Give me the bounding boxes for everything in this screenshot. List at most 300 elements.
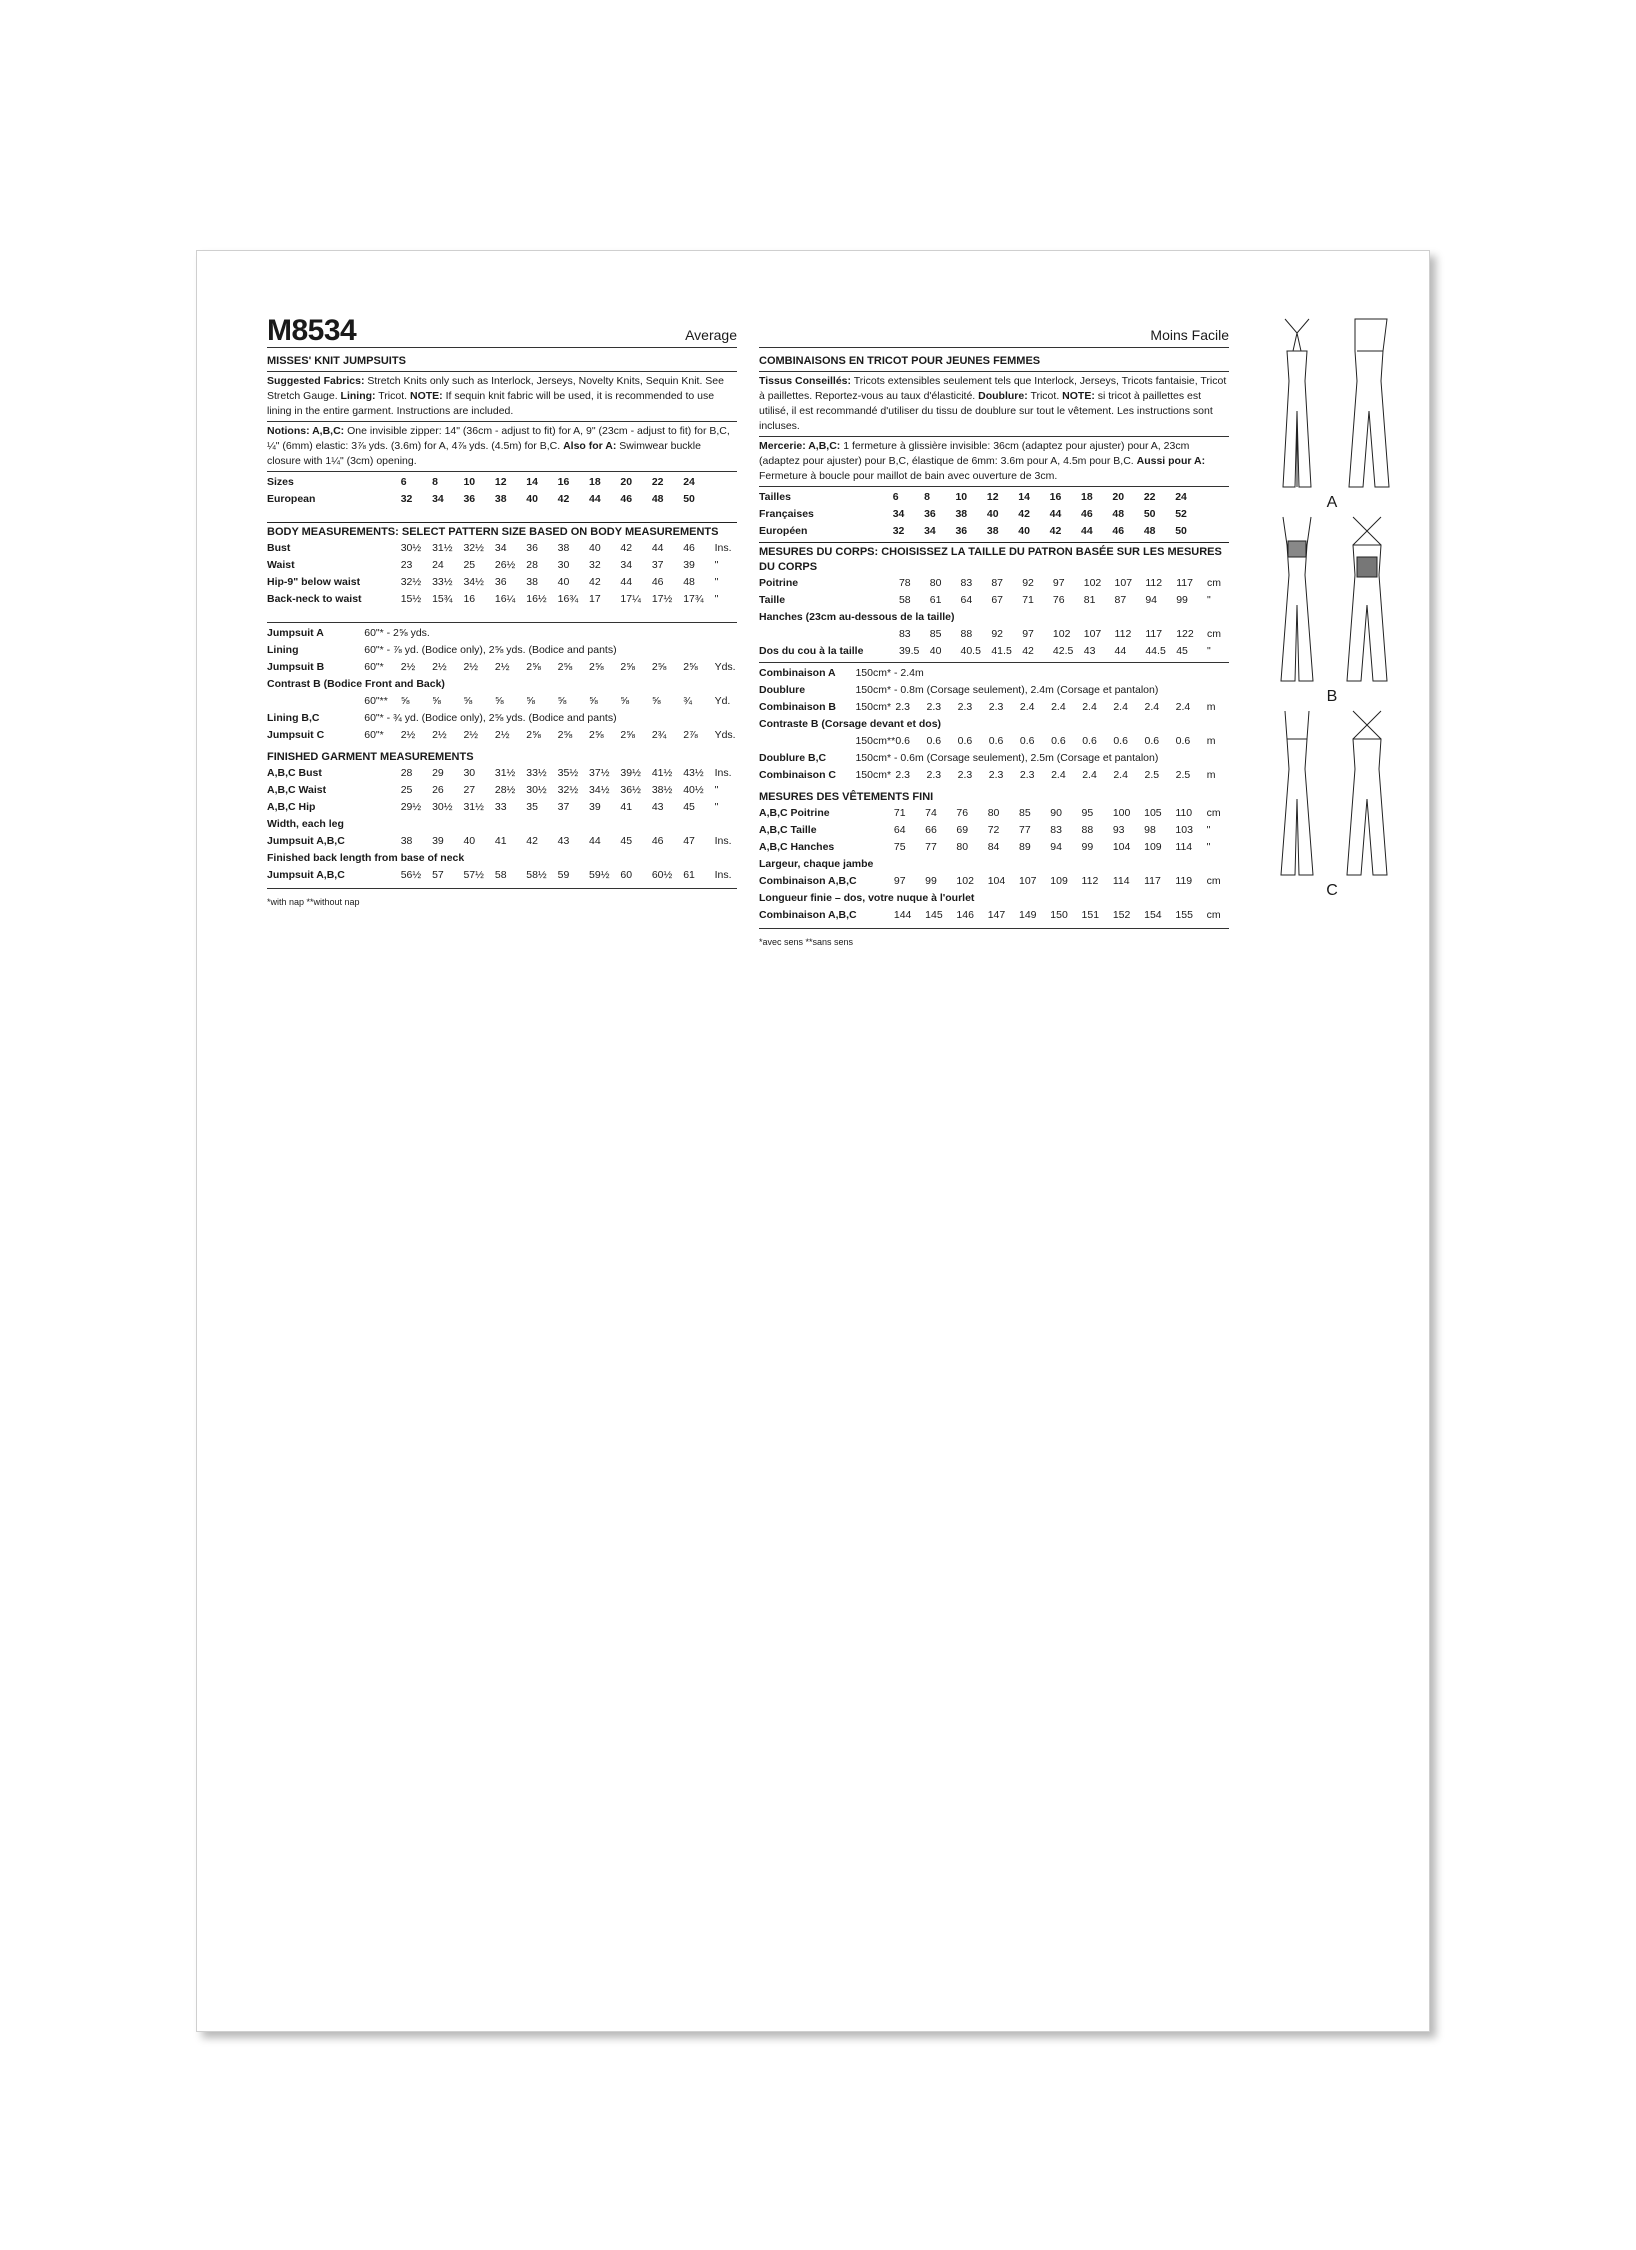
cell-value: 146 (956, 909, 974, 921)
cell-value: 2½ (400, 729, 416, 741)
cell-value: 46 (651, 835, 664, 847)
cell-value: 2½ (494, 661, 510, 673)
cell-value: 40 (463, 835, 476, 847)
cell-value: 30½ (432, 801, 453, 813)
cell-value: ⅝ (651, 695, 661, 707)
row-label: A,B,C Taille (759, 824, 817, 836)
cell-value: 6 (892, 491, 899, 503)
cell-value: 33½ (432, 576, 453, 588)
cell-value: 97 (1052, 577, 1065, 589)
row-fabric (858, 873, 894, 890)
row-fabric (364, 765, 400, 782)
cell-value: 2⅝ (620, 729, 636, 741)
cell-value: 12 (986, 491, 999, 503)
cell-value: 109 (1144, 841, 1162, 853)
cell-value: 83 (1050, 824, 1062, 836)
cell-value: 2.4 (1019, 701, 1035, 713)
cell-value: 99 (1176, 594, 1188, 606)
table-row (759, 592, 1229, 609)
cell-value: ⅝ (589, 695, 598, 707)
cell-value: 80 (956, 841, 969, 853)
cell-value: 43 (1083, 645, 1096, 657)
cell-value: ⅝ (620, 695, 630, 707)
table-row (759, 506, 1229, 523)
cell-unit: m (1206, 701, 1216, 713)
row-fabric (863, 643, 898, 660)
cell-value: 31½ (432, 542, 453, 554)
cell-value: 107 (1083, 628, 1102, 640)
cell-value: 74 (925, 807, 937, 819)
row-fabric: 60"* (364, 729, 384, 741)
row-fabric (364, 591, 400, 608)
cell-value: 2⅝ (683, 661, 698, 673)
cell-value: 25 (463, 559, 476, 571)
cell-value: 67 (991, 594, 1004, 606)
cell-value: 29 (432, 767, 444, 779)
cell-unit (715, 491, 737, 508)
row-label: Poitrine (759, 577, 799, 589)
cell-value: 16 (463, 593, 476, 605)
cell-unit: " (714, 576, 719, 588)
cell-value: 46 (683, 542, 695, 554)
cell-value: 40 (526, 493, 538, 505)
cell-value: 22 (651, 476, 664, 488)
row-fabric (858, 839, 894, 856)
sketch-view-c (1247, 699, 1417, 899)
finished-title: FINISHED GARMENT MEASUREMENTS (267, 751, 474, 763)
cell-value: 18 (1081, 491, 1093, 503)
table-row (267, 765, 737, 782)
cell-value: 0.6 (988, 735, 1004, 747)
row-text: 150cm* - 2.4m (855, 667, 924, 679)
cell-value: 58 (898, 594, 911, 606)
row-label: A,B,C Bust (267, 767, 322, 779)
cell-value: 95 (1081, 807, 1094, 819)
cell-value: 8 (924, 491, 930, 503)
table-row (759, 907, 1229, 924)
cell-value: 0.6 (957, 735, 973, 747)
cell-value: 59 (557, 869, 570, 881)
table-row (267, 693, 737, 710)
cell-value: 2⅝ (620, 661, 636, 673)
cell-value: 34½ (463, 576, 484, 588)
cell-value: 2½ (494, 729, 510, 741)
row-fabric (364, 491, 400, 508)
table-row (759, 839, 1229, 856)
row-fabric (858, 907, 894, 924)
cell-value: 46 (1081, 508, 1093, 520)
finished-table-fr (759, 805, 1229, 924)
jumpsuit-c-illustration (1247, 699, 1417, 879)
cell-value: 34 (924, 525, 936, 537)
cell-value: 30½ (400, 542, 422, 554)
cell-value: 42.5 (1052, 645, 1074, 657)
sketch-view-a (1247, 311, 1417, 511)
row-fabric (364, 557, 400, 574)
table-row (267, 625, 737, 642)
cell-unit: Yd. (714, 695, 731, 707)
cell-value: 2.4 (1113, 769, 1128, 781)
cell-value: 33 (494, 801, 507, 813)
row-label: Hanches (23cm au-dessous de la taille) (759, 611, 955, 623)
cell-unit: Ins. (714, 767, 732, 779)
difficulty-level-fr: Moins Facile (1150, 327, 1229, 343)
cell-unit (1207, 489, 1229, 506)
cell-value: 32½ (400, 576, 422, 588)
cell-value: 61 (683, 869, 695, 881)
row-label: A,B,C Waist (267, 784, 327, 796)
cell-value: 16 (557, 476, 570, 488)
cell-value: 26 (432, 784, 444, 796)
cell-value: 0.6 (1144, 735, 1160, 747)
table-row (267, 574, 737, 591)
sketch-label-c: C (1326, 882, 1338, 899)
cell-value: 105 (1144, 807, 1162, 819)
row-fabric (364, 867, 400, 884)
cell-value: 38½ (651, 784, 673, 796)
note-label-fr: NOTE: (1062, 390, 1095, 402)
cell-value: 14 (526, 476, 538, 488)
cell-value: 119 (1175, 875, 1193, 887)
body-measurements-table (267, 540, 737, 608)
cell-value: 92 (991, 628, 1004, 640)
table-row (267, 850, 737, 867)
cell-value: 48 (683, 576, 695, 588)
cell-value: 81 (1083, 594, 1096, 606)
table-row (759, 890, 1229, 907)
cell-value: 42 (1018, 508, 1030, 520)
cell-value: 112 (1145, 577, 1163, 589)
cell-value: 39 (589, 801, 601, 813)
cell-value: 43 (557, 835, 570, 847)
cell-value: 109 (1050, 875, 1068, 887)
cell-value: 16¾ (557, 593, 579, 605)
row-label: Jumpsuit A,B,C (267, 869, 345, 881)
cell-value: 2.4 (1175, 701, 1191, 713)
note-text-fr: si tricot à paillettes est utilisé, il est recommandé d'utiliser du tissu de doublure sur tout le vêtement. Les instructions sont incluses. (759, 390, 1213, 432)
cell-value: 46 (620, 493, 633, 505)
cell-value: 112 (1081, 875, 1099, 887)
section-title: MISSES' KNIT JUMPSUITS (267, 355, 406, 367)
note-text: If sequin knit fabric will be used, it is recommended to use lining in the entire garment. Instructions are included. (267, 390, 715, 417)
cell-value: 38 (494, 493, 507, 505)
table-row (759, 699, 1229, 716)
cell-value: 42 (620, 542, 633, 554)
cell-value: 150 (1050, 909, 1068, 921)
cell-unit: cm (1206, 909, 1221, 921)
cell-value: 2.4 (1051, 769, 1066, 781)
row-fabric: 150cm* (855, 701, 892, 713)
cell-value: 72 (987, 824, 1000, 836)
cell-value: 44 (589, 835, 601, 847)
cell-value: 83 (960, 577, 973, 589)
cell-value: 22 (1143, 491, 1156, 503)
cell-value: 38 (526, 576, 538, 588)
cell-value: 35 (526, 801, 538, 813)
yardage-table-fr (759, 665, 1229, 784)
cell-value: 2.3 (1019, 769, 1035, 781)
cell-value: 27 (463, 784, 476, 796)
cell-value: 2.5 (1144, 769, 1160, 781)
cell-unit: " (1206, 594, 1211, 606)
cell-value: 32½ (463, 542, 484, 554)
cell-value: 44 (1081, 525, 1093, 537)
cell-value: 50 (1143, 508, 1156, 520)
cell-value: 64 (893, 824, 906, 836)
cell-value: 2.3 (895, 701, 910, 713)
cell-value: 38 (400, 835, 413, 847)
cell-value: 37½ (589, 767, 610, 779)
cell-value: 14 (1018, 491, 1030, 503)
cell-value: 90 (1050, 807, 1062, 819)
cell-value: 40 (1018, 525, 1030, 537)
cell-value: 44.5 (1145, 645, 1166, 657)
cell-value: 40 (929, 645, 942, 657)
cell-value: 48 (1143, 525, 1156, 537)
footnote: *with nap **without nap (267, 897, 360, 907)
row-text: 60"* - ¾ yd. (Bodice only), 2⅝ yds. (Bodice and pants) (364, 712, 617, 724)
table-row (267, 491, 737, 508)
cell-value: 94 (1050, 841, 1062, 853)
cell-value: 77 (925, 841, 937, 853)
cell-value: 114 (1175, 841, 1193, 853)
cell-value: 87 (991, 577, 1004, 589)
cell-value: 97 (1022, 628, 1034, 640)
cell-value: 2.3 (988, 769, 1004, 781)
table-row (267, 799, 737, 816)
cell-value: 117 (1145, 628, 1163, 640)
cell-value: 43½ (683, 767, 704, 779)
cell-value: ⅝ (432, 695, 441, 707)
cell-unit: Ins. (714, 542, 732, 554)
cell-value: 17½ (651, 593, 673, 605)
table-row (267, 591, 737, 608)
cell-value: 28½ (494, 784, 516, 796)
cell-unit: m (1206, 769, 1216, 781)
cell-unit: " (1206, 841, 1211, 853)
cell-value: 2½ (400, 661, 416, 673)
cell-value: 61 (929, 594, 942, 606)
garment-sketches (1247, 311, 1417, 899)
table-row (759, 626, 1229, 643)
row-text: 150cm* - 0.8m (Corsage seulement), 2.4m (Corsage et pantalon) (855, 684, 1159, 696)
cell-value: 36 (463, 493, 476, 505)
cell-value: 2.4 (1082, 769, 1097, 781)
cell-value: 60 (620, 869, 633, 881)
row-fabric: 150cm** (855, 735, 896, 747)
cell-value: 94 (1145, 594, 1158, 606)
row-label: Européen (759, 525, 808, 537)
cell-unit: " (1206, 824, 1211, 836)
table-row (759, 716, 1229, 733)
cell-value: 104 (1112, 841, 1131, 853)
cell-value: 39 (683, 559, 695, 571)
cell-value: 30 (463, 767, 476, 779)
fabrics-paragraph (267, 374, 737, 419)
cell-value: 88 (1081, 824, 1094, 836)
note-label: NOTE: (409, 390, 443, 402)
cell-unit: Yds. (714, 661, 736, 673)
fabrics-text: Stretch Knits only such as Interlock, Jerseys, Novelty Knits, Sequin Knit. See Stretch Gauge. (267, 375, 724, 402)
row-label: Sizes (267, 476, 294, 488)
row-fabric (858, 805, 894, 822)
cell-value: 98 (1144, 824, 1156, 836)
cell-unit: " (714, 559, 719, 571)
cell-value: 0.6 (895, 735, 910, 747)
row-fabric (364, 540, 400, 557)
sketch-view-b (1247, 505, 1417, 705)
cell-value: 24 (1175, 491, 1187, 503)
cell-value: 46 (651, 576, 664, 588)
cell-value: 117 (1176, 577, 1193, 589)
lining-label: Lining: (340, 390, 376, 402)
table-row (759, 750, 1229, 767)
cell-value: 151 (1081, 909, 1100, 921)
header-fr (759, 311, 1229, 348)
table-row (267, 710, 737, 727)
row-label: Lining (267, 644, 299, 656)
cell-value: 40½ (683, 784, 704, 796)
cell-value: 2⅝ (526, 661, 541, 673)
cell-value: 39.5 (898, 645, 920, 657)
also-text-fr: Fermeture à boucle pour maillot de bain avec ouverture de 3cm. (759, 470, 1058, 482)
cell-value: 6 (400, 476, 407, 488)
row-label: European (267, 493, 316, 505)
cell-value: 78 (898, 577, 911, 589)
cell-value: 34 (432, 493, 444, 505)
cell-value: 12 (494, 476, 507, 488)
cell-value: 41.5 (991, 645, 1012, 657)
cell-value: 45 (1176, 645, 1188, 657)
cell-value: ⅝ (557, 695, 567, 707)
cell-value: 117 (1144, 875, 1161, 887)
cell-value: 2¾ (651, 729, 667, 741)
cell-unit (1207, 523, 1229, 540)
cell-value: 44 (651, 542, 664, 554)
cell-value: 40 (986, 508, 999, 520)
cell-value: 0.6 (1051, 735, 1066, 747)
cell-value: 2.5 (1175, 769, 1191, 781)
cell-value: 57 (432, 869, 444, 881)
cell-value: 29½ (400, 801, 422, 813)
cell-value: 32 (892, 525, 905, 537)
cell-value: 71 (1022, 594, 1034, 606)
row-label: Combinaison B (759, 701, 837, 713)
cell-value: 102 (956, 875, 974, 887)
sizes-table-fr (759, 489, 1229, 540)
cell-value: 2⅞ (683, 729, 698, 741)
cell-value: 45 (683, 801, 695, 813)
row-label: Jumpsuit C (267, 729, 325, 741)
table-row (267, 727, 737, 744)
cell-value: 107 (1114, 577, 1133, 589)
cell-value: 83 (898, 628, 911, 640)
row-fabric: 60"** (364, 695, 388, 707)
lining-label-fr: Doublure: (978, 390, 1028, 402)
cell-value: 69 (956, 824, 969, 836)
sketch-label-a: A (1326, 494, 1338, 511)
row-fabric (863, 592, 898, 609)
cell-value: 23 (400, 559, 413, 571)
row-label (759, 626, 863, 643)
cell-value: 0.6 (1082, 735, 1097, 747)
table-row (267, 659, 737, 676)
row-fabric (364, 474, 400, 491)
cell-value: 80 (987, 807, 1000, 819)
cell-value: 38 (557, 542, 570, 554)
cell-value: 0.6 (1113, 735, 1128, 747)
cell-value: 33½ (526, 767, 547, 779)
cell-value: 45 (620, 835, 633, 847)
table-row (267, 676, 737, 693)
cell-unit: m (1206, 735, 1216, 747)
cell-value: 100 (1112, 807, 1131, 819)
cell-value: 64 (960, 594, 973, 606)
cell-value: 44 (620, 576, 633, 588)
cell-value: 34 (892, 508, 905, 520)
english-column (267, 311, 737, 910)
body-measurements-title: BODY MEASUREMENTS: SELECT PATTERN SIZE BASED ON BODY MEASUREMENTS (267, 526, 719, 538)
row-label: Combinaison A (759, 667, 836, 679)
cell-unit: Ins. (714, 869, 732, 881)
cell-value: 34 (620, 559, 633, 571)
notions-text-fr: 1 fermeture à glissière invisible: 36cm (adaptez pour ajuster) pour A, 23cm (adaptez pour ajuster) pour B,C, élastique de 6mm: 3.6m pour A, 4.5m pour B,C. (759, 440, 1190, 467)
table-row (759, 767, 1229, 784)
row-fabric (364, 799, 400, 816)
cell-value: 24 (683, 476, 695, 488)
table-row (759, 523, 1229, 540)
cell-value: 20 (1112, 491, 1125, 503)
cell-value: 47 (683, 835, 695, 847)
cell-value: 46 (1112, 525, 1125, 537)
cell-value: 102 (1052, 628, 1071, 640)
cell-value: 16¼ (494, 593, 516, 605)
cell-value: 50 (683, 493, 695, 505)
pattern-envelope-back (196, 250, 1430, 2032)
also-label: Also for A: (563, 440, 617, 452)
table-row (759, 805, 1229, 822)
table-row (759, 643, 1229, 660)
cell-value: 2½ (432, 729, 447, 741)
cell-value: ¾ (683, 695, 692, 707)
cell-value: 89 (1018, 841, 1031, 853)
cell-value: 88 (960, 628, 973, 640)
cell-value: 17 (589, 593, 601, 605)
row-text: 60"* - 2⅝ yds. (364, 627, 430, 639)
cell-value: 66 (925, 824, 937, 836)
sizes-table (267, 474, 737, 508)
also-text: Swimwear buckle closure with 1¼" (3cm) opening. (267, 440, 701, 467)
cell-value: 36 (494, 576, 507, 588)
cell-value: 155 (1175, 909, 1193, 921)
cell-value: 40 (557, 576, 570, 588)
cell-value: 26½ (494, 559, 516, 571)
cell-value: 32½ (557, 784, 579, 796)
cell-value: 58 (494, 869, 507, 881)
cell-value: 42 (1049, 525, 1062, 537)
cell-value: 15½ (400, 593, 422, 605)
cell-value: 76 (1052, 594, 1065, 606)
table-row (759, 733, 1229, 750)
cell-value: 110 (1175, 807, 1193, 819)
cell-unit: " (714, 801, 719, 813)
row-label: Longueur finie – dos, votre nuque à l'ourlet (759, 892, 975, 904)
row-fabric (856, 489, 892, 506)
cell-value: 57½ (463, 869, 484, 881)
row-label: Jumpsuit A (267, 627, 324, 639)
cell-value: 36 (955, 525, 968, 537)
body-measurements-title-fr: MESURES DU CORPS: CHOISISSEZ LA TAILLE DU PATRON BASÉE SUR LES MESURES DU CORPS (759, 546, 1222, 573)
